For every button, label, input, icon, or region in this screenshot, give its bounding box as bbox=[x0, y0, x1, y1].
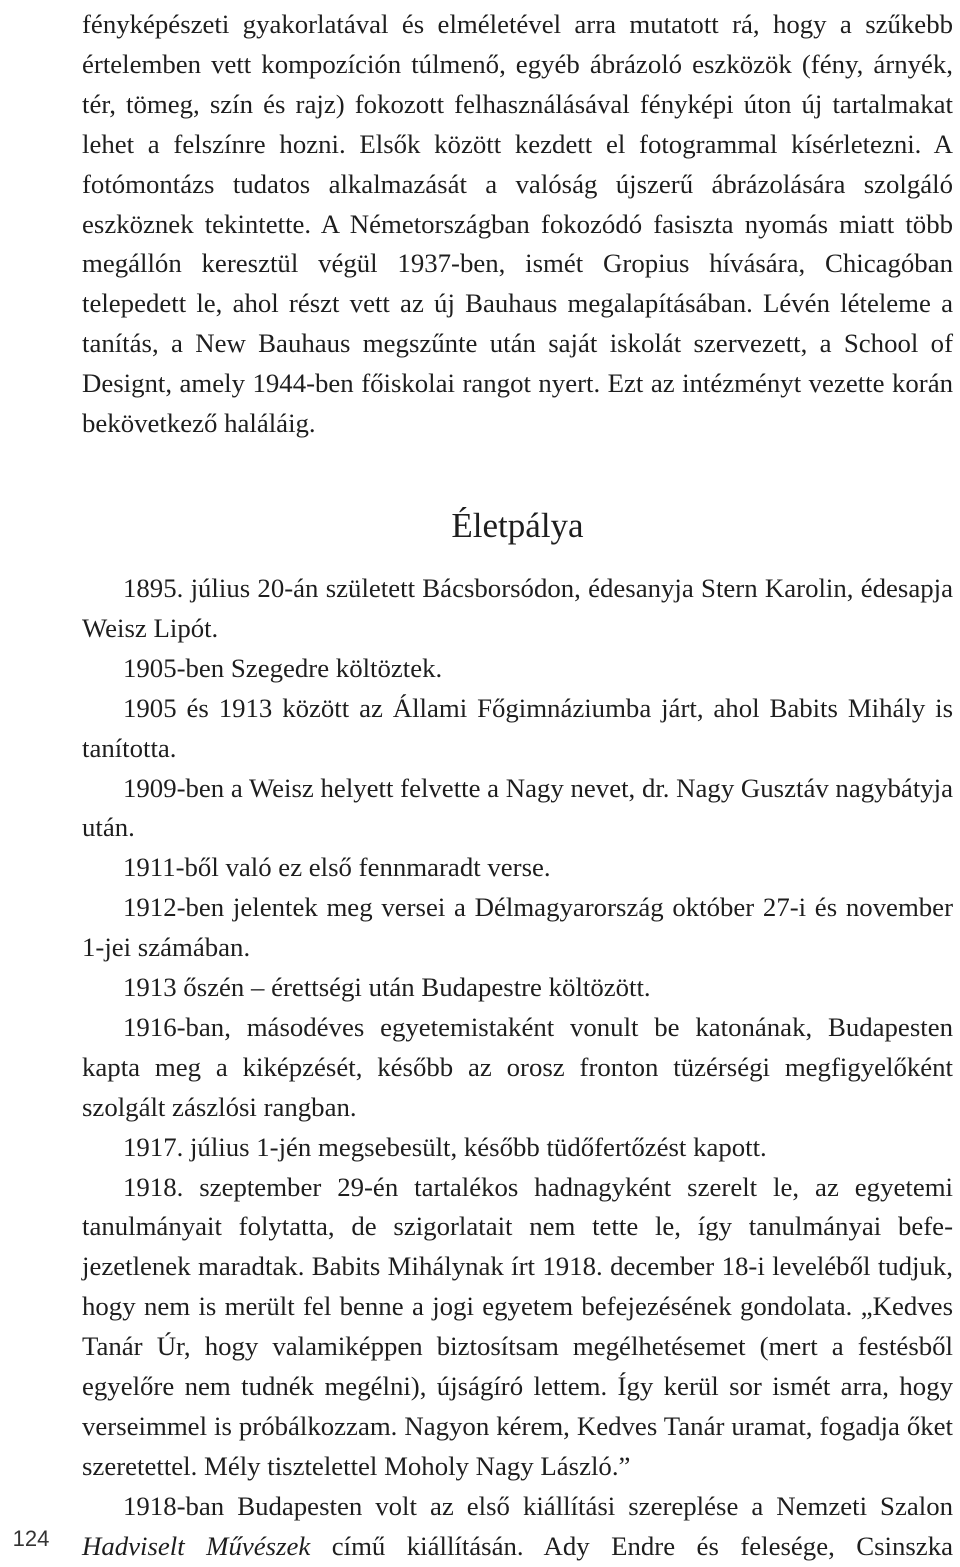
timeline-entry: 1916-ban, másodéves egyetemistaként vonult be katonának, Budapesten kapta meg a kiképzését, később az orosz fronton tüzérségi megfigyelőként szolgált zászlósi rangban. bbox=[82, 1011, 953, 1122]
timeline-entry: 1917. július 1-jén megsebesült, később tüdőfertőzést kapott. bbox=[123, 1131, 767, 1162]
timeline-entry: 1912-ben jelentek meg versei a Délmagyarország október 27-i és november 1-jei számában. bbox=[82, 892, 953, 963]
timeline-entry: 1895. július 20-án született Bácsborsódon, édesanyja Stern Karolin, édesapja Weisz Lipót. bbox=[82, 572, 953, 643]
timeline-entry-last bbox=[82, 1487, 953, 1567]
timeline-entry: 1905 és 1913 között az Állami Főgimnáziumba járt, ahol Babits Mihály is tanította. bbox=[82, 692, 953, 763]
timeline-entry: 1911-ből való ez első fennmaradt verse. bbox=[123, 852, 551, 883]
page-body bbox=[82, 5, 953, 1567]
timeline-entry: 1905-ben Szegedre költöztek. bbox=[123, 652, 443, 683]
section-title: Életpálya bbox=[451, 505, 584, 545]
timeline-entry: 1913 őszén – érettségi után Budapestre költözött. bbox=[123, 972, 651, 1003]
page-margin-stripe bbox=[0, 0, 62, 1556]
timeline-entry: 1918. szeptember 29-én tartalékos hadnagyként szerelt le, az egyetemi tanulmányait folytatta, de szigorlatait nem tette le, így tanulmányai befejezetlenek maradtak. Babits Mihálynak írt 1918. december 18-i leveléből tudjuk, hogy nem is merült fel benne a jogi egyetem befejezésének gondolata. „Kedves Tanár Úr, hogy valamiképpen biztosítsam megélhetésemet (mert a festésből egyelőre nem tudnék megélni), újságíró lettem. Így kerül sor ismét arra, hogy verseimmel is próbálkozzam. Nagyon kérem, Kedves Tanár uramat, fogadja őket szeretettel. Mély tisztelettel Moholy Nagy László.” bbox=[82, 1171, 953, 1481]
entry-text-after: című kiállításán. Ady Endre és felesége, Csinszka bbox=[310, 1530, 953, 1561]
entry-text-before: 1918-ban Budapesten volt az első kiállítási szereplése a Nemzeti Szalon bbox=[123, 1490, 953, 1521]
page-number: 124 bbox=[12, 1526, 50, 1551]
timeline-entry: 1909-ben a Weisz helyett felvette a Nagy nevet, dr. Nagy Gusztáv nagybátyja után. bbox=[82, 772, 953, 843]
intro-paragraph: fényképészeti gyakorlatával és elméletével arra mutatott rá, hogy a szűkebb értelemben vett kompozíción túlmenő, egyéb ábrázoló eszközök (fény, árnyék, tér, tömeg, szín és rajz) fokozott felhasználásával fényképi úton új tartalmakat lehet a felszínre hozni. Elsők között kezdett el fotogrammal kísérletezni. A fotómontázs tudatos alkalmazását a valóság újszerű ábrázolására szolgáló eszköznek tekintette. A Németországban fokozódó fasiszta nyomás miatt több megállón keresztül végül 1937-ben, ismét Gropius hívására, Chicagóban telepedett le, ahol részt vett az új Bauhaus megalapításában. Lévén lételeme a tanítás, a New Bauhaus megszűnte után saját iskolát szervezett, a School of Designt, amely 1944-ben főiskolai rangot nyert. Ezt az intézményt vezette korán bekövetkező haláláig. bbox=[82, 9, 953, 439]
exhibition-title: Hadviselt Művészek bbox=[82, 1530, 311, 1561]
